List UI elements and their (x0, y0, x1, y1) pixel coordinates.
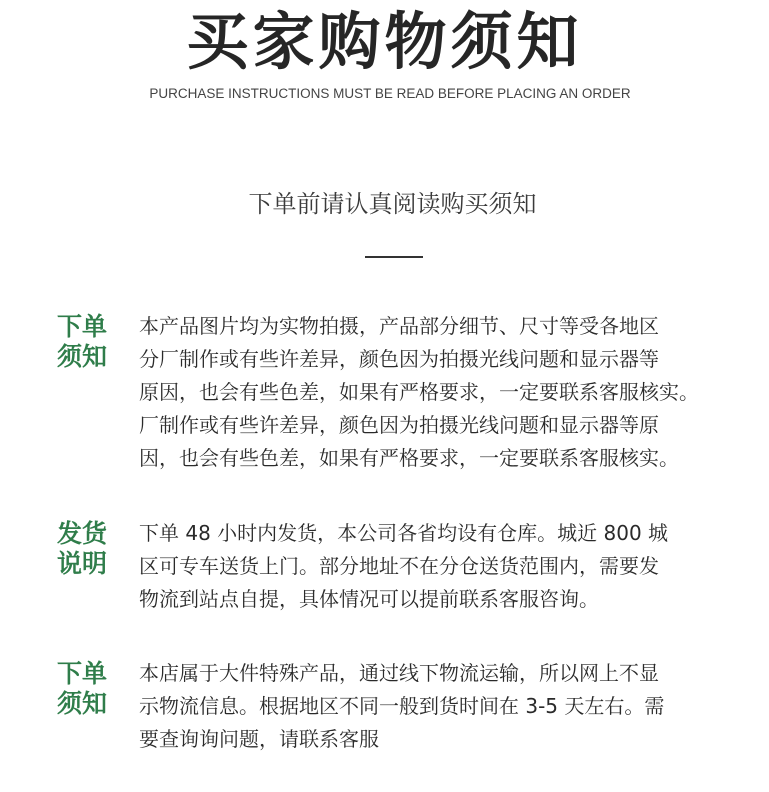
section-body-line: 本产品图片均为实物拍摄，产品部分细节、尺寸等受各地区 (139, 314, 659, 338)
section-label (57, 659, 117, 719)
section-body (139, 657, 739, 756)
section-label-line: 说明 (57, 549, 108, 578)
heading-divider (365, 256, 423, 258)
section-label-line: 下单 (57, 312, 108, 341)
notice-section-shipping (57, 517, 747, 627)
notice-section-order (57, 310, 747, 480)
page-subtitle: PURCHASE INSTRUCTIONS MUST BE READ BEFORE PLACING AN ORDER (149, 86, 631, 101)
section-body-line: 分厂制作或有些许差异，颜色因为拍摄光线问题和显示器等 (139, 347, 659, 371)
section-body-line: 下单 48 小时内发货，本公司各省均设有仓库。城近 800 城 (139, 521, 669, 545)
section-body-line: 示物流信息。根据地区不同一般到货时间在 3-5 天左右。需 (139, 694, 665, 718)
section-body (139, 310, 739, 475)
section-body-line: 要查询询问题，请联系客服 (139, 727, 379, 751)
section-body (139, 517, 739, 616)
section-label-line: 发货 (57, 519, 108, 548)
page-title: 买家购物须知 (186, 5, 583, 78)
section-body-line: 原因，也会有些色差，如果有严格要求，一定要联系客服核实。 (139, 380, 699, 404)
section-body-line: 区可专车送货上门。部分地址不在分仓送货范围内，需要发 (139, 554, 659, 578)
intro-heading: 下单前请认真阅读购买须知 (248, 190, 537, 218)
section-label-line: 下单 (57, 659, 108, 688)
notice-section-logistics (57, 657, 747, 757)
section-body-line: 因，也会有些色差，如果有严格要求，一定要联系客服核实。 (139, 446, 679, 470)
section-label (57, 519, 117, 579)
section-label-line: 须知 (57, 342, 108, 371)
section-body-line: 厂制作或有些许差异，颜色因为拍摄光线问题和显示器等原 (139, 413, 659, 437)
section-label-line: 须知 (57, 689, 108, 718)
section-body-line: 本店属于大件特殊产品，通过线下物流运输，所以网上不显 (139, 661, 659, 685)
section-body-line: 物流到站点自提，具体情况可以提前联系客服咨询。 (139, 587, 599, 611)
section-label (57, 312, 117, 372)
